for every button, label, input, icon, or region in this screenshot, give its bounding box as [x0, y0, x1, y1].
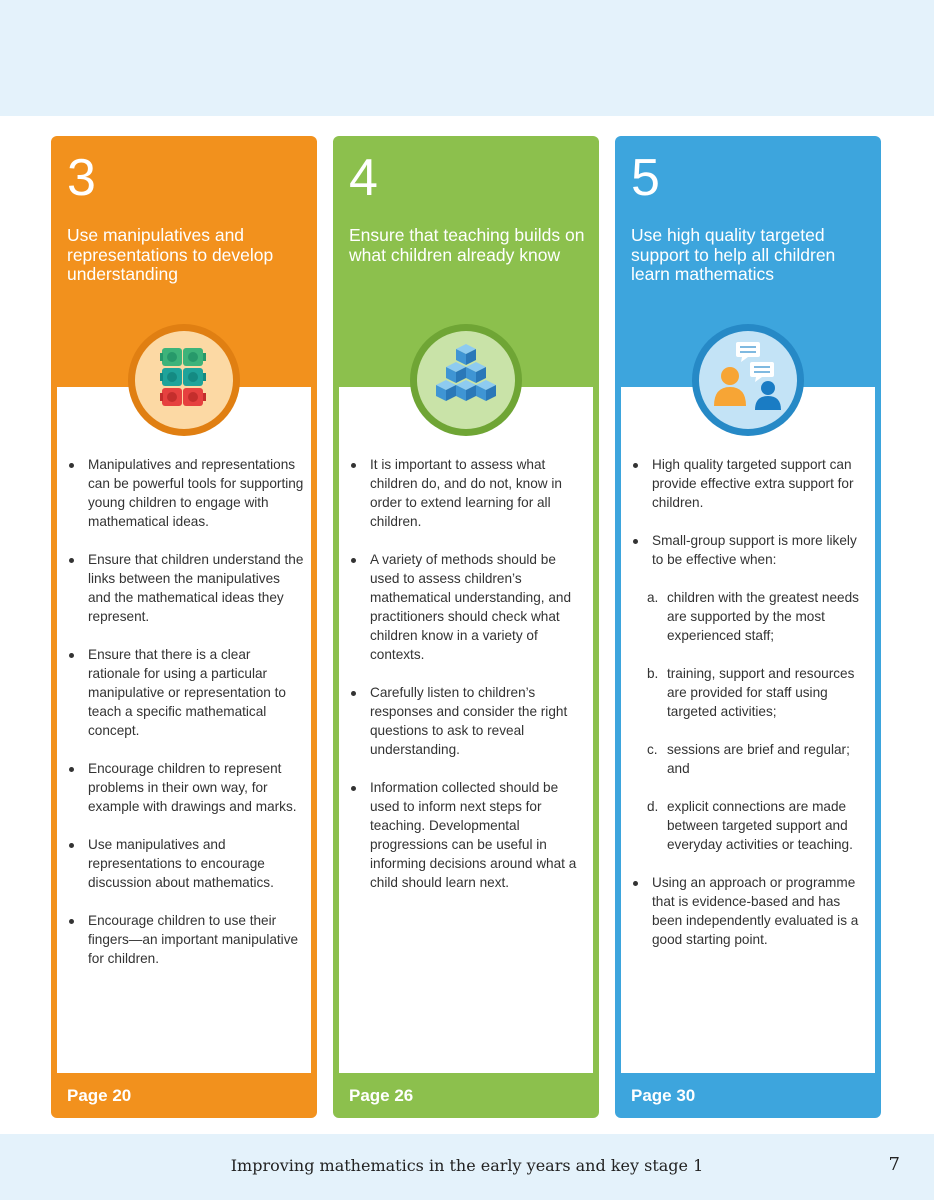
card-recommendation-5: [615, 136, 881, 1118]
sub-list-item: [633, 664, 869, 721]
sub-item-letter: b.: [647, 666, 659, 681]
bullet-item: Information collected should be used to inform next steps for teaching. Developmental progressions can be useful in informing decisions around what a child should learn next.: [351, 778, 587, 892]
card-recommendation-3: [51, 136, 317, 1118]
bullet-list: [351, 455, 587, 911]
sub-item-text: training, support and resources are provided for staff using targeted activities;: [667, 666, 855, 719]
bullet-list: [633, 455, 869, 968]
page-reference-link[interactable]: Page 20: [67, 1086, 132, 1105]
card-title: Use high quality targeted support to help all children learn mathematics: [631, 225, 836, 284]
sub-list-item: [633, 797, 869, 854]
bullet-item: Encourage children to represent problems in their own way, for example with drawings and marks.: [69, 759, 305, 816]
sub-item-text: sessions are brief and regular; and: [667, 742, 850, 776]
footer-page-number: 7: [888, 1154, 900, 1175]
sub-item-letter: d.: [647, 799, 659, 814]
sub-item-text: children with the greatest needs are supported by the most experienced staff;: [667, 590, 859, 643]
card-title: Ensure that teaching builds on what children already know: [349, 225, 585, 265]
sub-item-text: explicit connections are made between targeted support and everyday activities or teaching.: [667, 799, 853, 852]
bullet-item: Use manipulatives and representations to encourage discussion about mathematics.: [69, 835, 305, 892]
sub-item-letter: c.: [647, 742, 658, 757]
card-body-panel: [339, 387, 593, 1073]
page-reference-link[interactable]: Page 26: [349, 1086, 414, 1105]
sub-list-item: [633, 740, 869, 778]
bullet-item: High quality targeted support can provide effective extra support for children.: [633, 455, 869, 512]
top-header-band: [0, 0, 934, 116]
bullet-item: Small-group support is more likely to be effective when:: [633, 531, 869, 569]
people-speech-icon: [692, 324, 804, 436]
stacked-blocks-icon: [410, 324, 522, 436]
card-number: 5: [631, 149, 660, 207]
card-number: 4: [349, 149, 378, 207]
sub-item-letter: a.: [647, 590, 659, 605]
bullet-item: Using an approach or programme that is evidence-based and has been independently evaluated is a good starting point.: [633, 873, 869, 949]
cubes-grid-icon: [128, 324, 240, 436]
bullet-item: It is important to assess what children do, and do not, know in order to extend learning for all children.: [351, 455, 587, 531]
card-number: 3: [67, 149, 96, 207]
bullet-list: [69, 455, 305, 987]
bullet-item: Ensure that children understand the links between the manipulatives and the mathematical ideas they represent.: [69, 550, 305, 626]
bullet-item: A variety of methods should be used to assess children’s mathematical understanding, and practitioners should check what children know in a variety of contexts.: [351, 550, 587, 664]
bullet-item: Manipulatives and representations can be powerful tools for supporting young children to engage with mathematical ideas.: [69, 455, 305, 531]
card-body-panel: [57, 387, 311, 1073]
bullet-item: Ensure that there is a clear rationale for using a particular manipulative or representation to teach a specific mathematical concept.: [69, 645, 305, 740]
page-footer: [0, 1134, 934, 1200]
card-recommendation-4: [333, 136, 599, 1118]
bullet-item: Carefully listen to children’s responses and consider the right questions to ask to reveal understanding.: [351, 683, 587, 759]
footer-document-title: Improving mathematics in the early years and key stage 1: [230, 1156, 704, 1175]
page-reference-link[interactable]: Page 30: [631, 1086, 696, 1105]
bullet-item: Encourage children to use their fingers—an important manipulative for children.: [69, 911, 305, 968]
card-body-panel: [621, 387, 875, 1073]
sub-list-item: [633, 588, 869, 645]
card-title: Use manipulatives and representations to develop understanding: [67, 225, 274, 284]
